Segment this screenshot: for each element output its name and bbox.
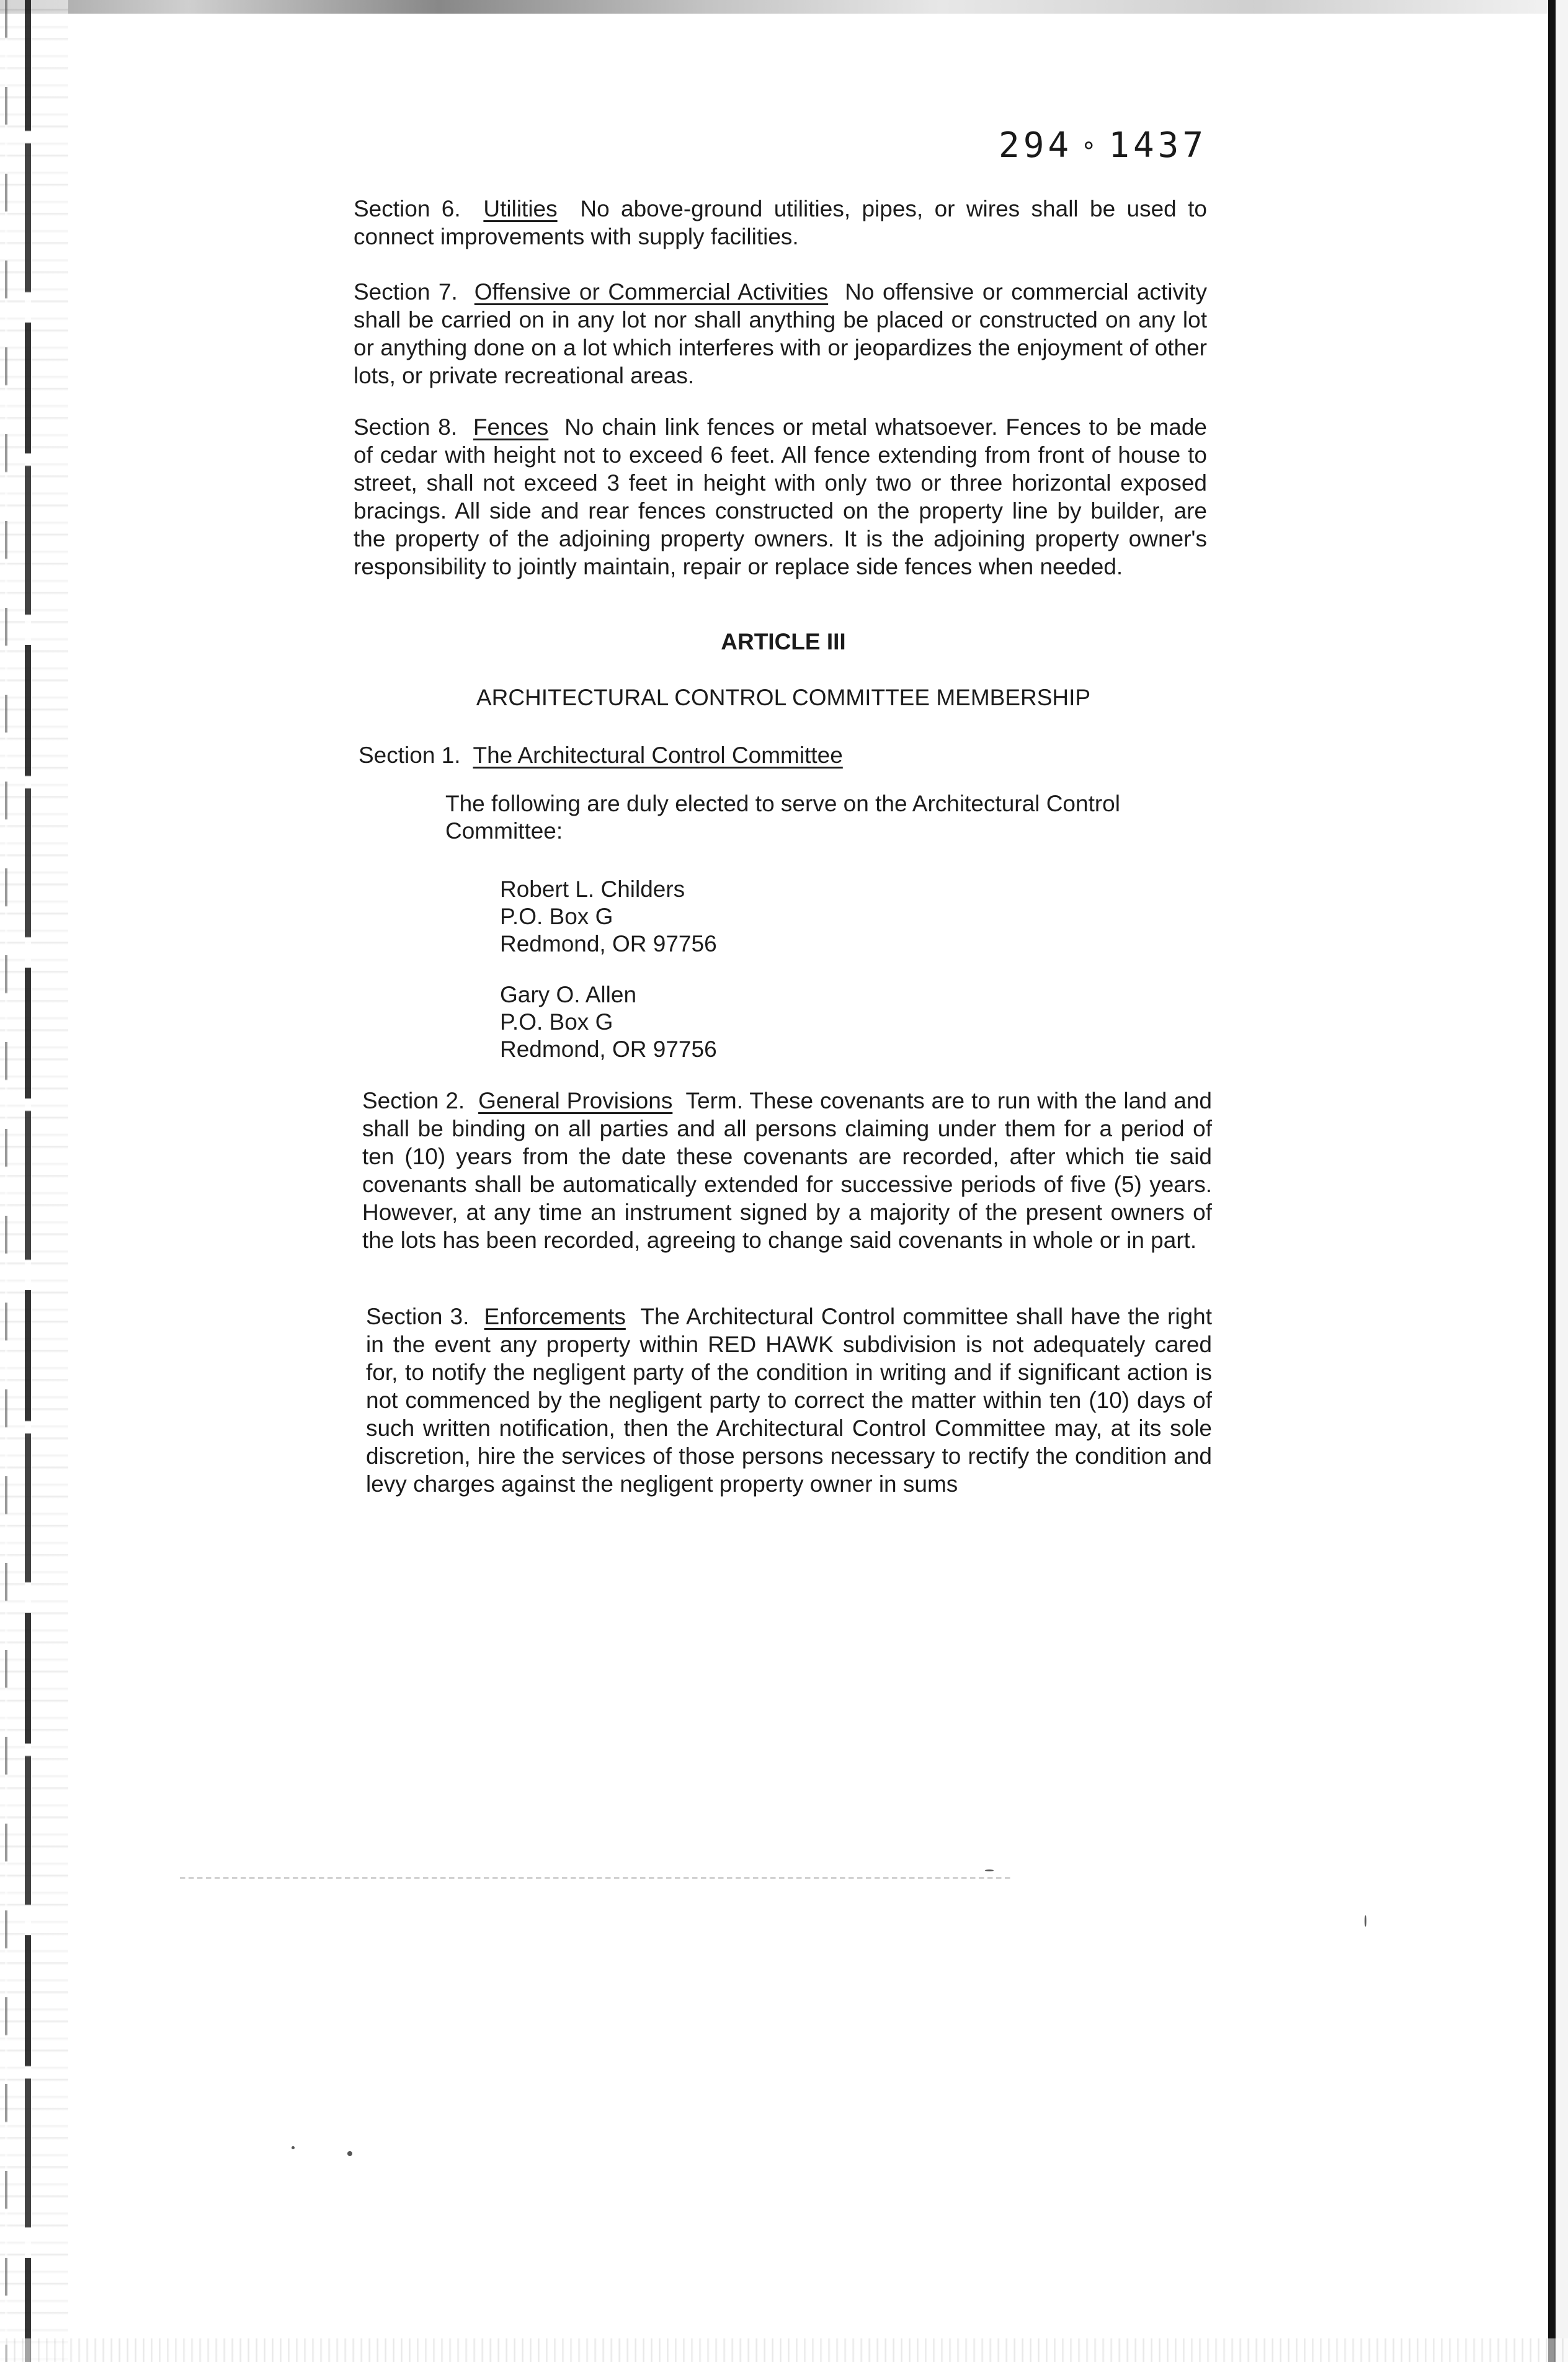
section-6 bbox=[354, 195, 1207, 251]
section-label: Section 6. bbox=[354, 196, 461, 221]
section-text: No chain link fences or metal whatsoever. Fences to be made of cedar with height not to exceed 6 feet. All fence extending from front of house to street, shall not exceed 3 feet in height with only two or three horizontal exposed bracings. All side and rear fences constructed on the property line by builder, are the property of the adjoining property owners. It is the adjoining property owner's responsibility to jointly maintain, repair or replace side fences when needed. bbox=[354, 414, 1207, 579]
article-heading: ARTICLE III bbox=[721, 629, 846, 654]
scan-edge-left bbox=[25, 0, 31, 2362]
section-text: No offensive or commercial activity shall be carried on in any lot nor shall anything be placed or constructed on any lot or anything done on a lot which interferes with or jeopardizes the enjoyment of other lots, or private recreational areas. bbox=[354, 279, 1208, 388]
member-city: Redmond, OR 97756 bbox=[500, 931, 717, 956]
section-title: Offensive or Commercial Activities bbox=[474, 279, 829, 305]
scan-speck bbox=[347, 2151, 352, 2156]
section-label: Section 2. bbox=[362, 1088, 465, 1113]
article-section-3 bbox=[366, 1303, 1212, 1498]
section-label: Section 8. bbox=[354, 414, 458, 440]
member-address bbox=[500, 876, 717, 958]
separator-mark: ∘ bbox=[1081, 131, 1100, 159]
section-title: Fences bbox=[473, 414, 549, 440]
scan-speck bbox=[292, 2146, 295, 2149]
scan-shade-right bbox=[1556, 0, 1568, 2362]
scan-edge-top bbox=[0, 0, 1568, 14]
section-label: Section 3. bbox=[366, 1304, 470, 1329]
scan-edge-right bbox=[1548, 0, 1556, 2362]
scan-fold-line bbox=[180, 1877, 1011, 1879]
section-text: No above-ground utilities, pipes, or wires shall be used to connect improvements with supply facilities. bbox=[354, 196, 1207, 249]
section-label: Section 7. bbox=[354, 279, 458, 305]
member-name: Robert L. Childers bbox=[500, 876, 685, 902]
section-label: Section 1. bbox=[359, 742, 461, 768]
intro-line: Committee: bbox=[445, 818, 563, 844]
member-city: Redmond, OR 97756 bbox=[500, 1036, 717, 1062]
book-number: 294 bbox=[999, 125, 1073, 166]
section-title: General Provisions bbox=[478, 1088, 673, 1113]
member-box: P.O. Box G bbox=[500, 904, 613, 929]
section-text: Term. These covenants are to run with the land and shall be binding on all parties and all persons claiming under them for a period of ten (10) years from the date these covenants are recorded, after which tie said covenants shall be automatically extended for successive periods of five (5) years. However, at any time an instrument signed by a majority of the present owners of the lots has been recorded, agreeing to change said covenants in whole or in part. bbox=[362, 1088, 1212, 1253]
scan-noise-left bbox=[0, 0, 68, 2362]
member-address bbox=[500, 981, 717, 1063]
scan-speck bbox=[1365, 1915, 1366, 1927]
scan-edge-left-thin bbox=[5, 0, 7, 2362]
section-text: The Architectural Control committee shall have the right in the event any property within RED HAWK subdivision is not adequately cared for, to notify the negligent party of the condition in writing and if significant action is not commenced by the negligent party to correct the matter within ten (10) days of such written notification, then the Architectural Control Committee may, at its sole discretion, hire the services of those persons necessary to rectify the condition and levy charges against the negligent property owner in sums bbox=[366, 1304, 1212, 1497]
article-subheading: ARCHITECTURAL CONTROL COMMITTEE MEMBERSHIP bbox=[476, 685, 1091, 710]
article-section-2 bbox=[362, 1087, 1212, 1254]
page-number bbox=[999, 125, 1207, 166]
scan-speck bbox=[985, 1870, 994, 1871]
member-box: P.O. Box G bbox=[500, 1009, 613, 1035]
section-title: Enforcements bbox=[484, 1304, 626, 1329]
intro-line: The following are duly elected to serve on the Architectural Control bbox=[445, 791, 1120, 816]
section-7 bbox=[354, 278, 1207, 390]
scan-edge-bottom bbox=[0, 2338, 1568, 2362]
article-section-1 bbox=[359, 742, 843, 769]
page-number-value: 1437 bbox=[1108, 125, 1208, 166]
section-8 bbox=[354, 413, 1207, 581]
member-name: Gary O. Allen bbox=[500, 982, 637, 1007]
committee-intro bbox=[445, 790, 1120, 845]
section-title: Utilities bbox=[483, 196, 558, 221]
section-title: The Architectural Control Committee bbox=[473, 742, 843, 768]
